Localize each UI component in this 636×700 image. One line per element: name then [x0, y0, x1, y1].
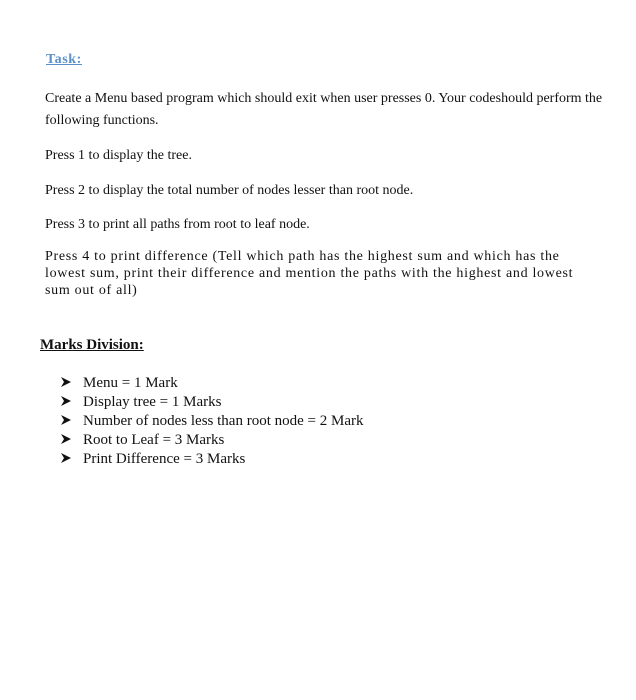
arrowhead-bullet-icon: [60, 433, 72, 445]
task-item-2: Press 2 to display the total number of nodes lesser than root node.: [45, 183, 414, 198]
marks-item: [60, 431, 364, 450]
arrowhead-bullet-icon: [60, 376, 72, 388]
arrowhead-bullet-icon: [60, 395, 72, 407]
arrowhead-bullet-icon: [60, 414, 72, 426]
task-item-4: Press 4 to print difference (Tell which path has the highest sum and which has the lowest sum, print their difference and mention the paths with the highest and lowest sum out of all): [45, 249, 574, 298]
marks-item: [60, 450, 364, 469]
marks-item-label: Number of nodes less than root node = 2 Mark: [83, 413, 364, 429]
marks-item: [60, 374, 364, 393]
marks-item-label: Display tree = 1 Marks: [83, 394, 222, 410]
marks-item-label: Root to Leaf = 3 Marks: [83, 432, 225, 448]
task-heading: Task:: [46, 52, 82, 67]
marks-item: [60, 393, 364, 412]
marks-item-label: Print Difference = 3 Marks: [83, 451, 246, 467]
task-item-1: Press 1 to display the tree.: [45, 148, 192, 163]
marks-item-label: Menu = 1 Mark: [83, 375, 178, 391]
marks-item: [60, 412, 364, 431]
task-item-3: Press 3 to print all paths from root to leaf node.: [45, 217, 310, 232]
marks-list: [60, 374, 364, 469]
marks-heading: Marks Division:: [40, 337, 144, 353]
task-intro: Create a Menu based program which should exit when user presses 0. Your codeshould perform the following functions.: [45, 91, 603, 128]
arrowhead-bullet-icon: [60, 452, 72, 464]
